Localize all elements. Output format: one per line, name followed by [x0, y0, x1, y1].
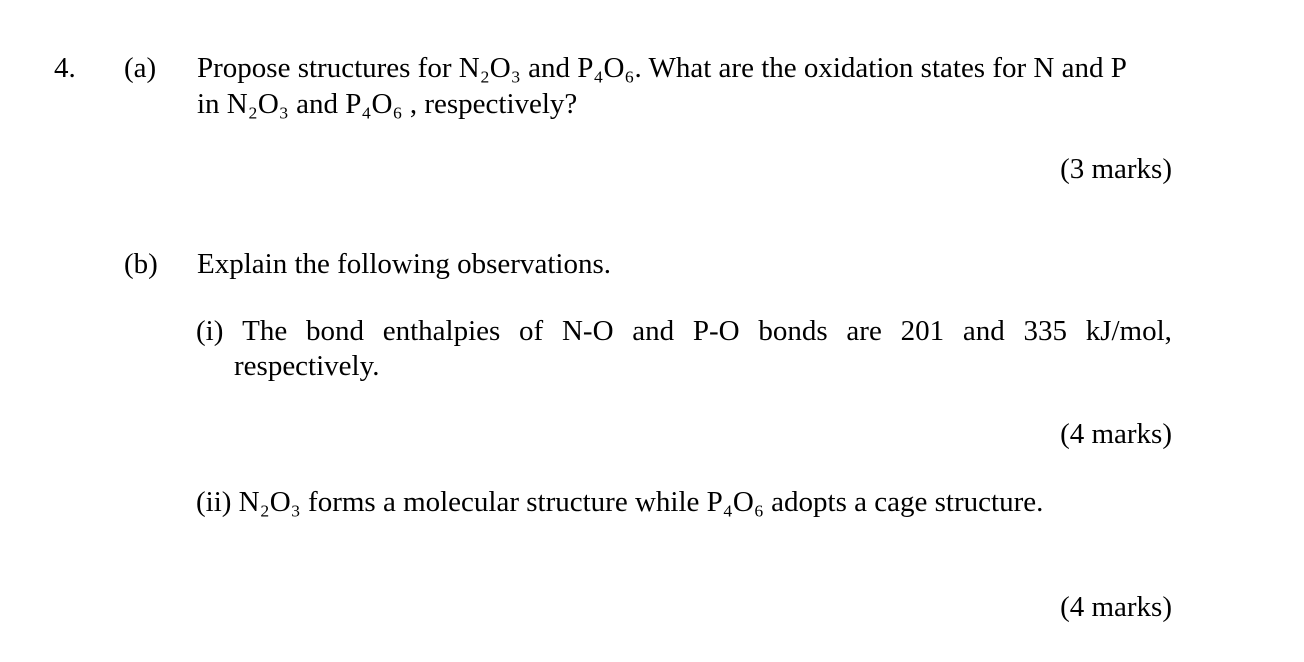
part-a-marks: (3 marks) [1060, 153, 1172, 185]
word: P-O [692, 315, 740, 347]
word: enthalpies [382, 315, 501, 347]
word: N-O [561, 315, 614, 347]
part-a-text-line-1: Propose structures for N₂O₃ and P₄O₆. What are the oxidation states for N and P [197, 52, 1127, 84]
word: and [962, 315, 1005, 347]
part-a-text-line-2: in N₂O₃ and P₄O₆ , respectively? [197, 88, 578, 120]
word: (i) [196, 315, 224, 347]
part-b-i-line-1 [196, 317, 1172, 346]
word: 201 [900, 315, 945, 347]
part-a-label: (a) [124, 52, 157, 84]
word: of [519, 315, 544, 347]
word: kJ/mol, [1085, 315, 1172, 347]
part-b-intro: Explain the following observations. [197, 248, 611, 280]
word: and [632, 315, 675, 347]
question-number: 4. [54, 52, 76, 84]
word: The [242, 315, 288, 347]
part-b-i-marks: (4 marks) [1060, 418, 1172, 450]
word: 335 [1023, 315, 1067, 347]
word: are [846, 315, 882, 347]
part-b-i-line-2: respectively. [234, 350, 380, 382]
part-b-ii-text: (ii) N₂O₃ forms a molecular structure while P₄O₆ adopts a cage structure. [196, 486, 1044, 518]
word: bonds [758, 315, 828, 347]
part-b-ii-marks: (4 marks) [1060, 591, 1172, 623]
part-b-label: (b) [124, 248, 158, 280]
word: bond [305, 315, 364, 347]
